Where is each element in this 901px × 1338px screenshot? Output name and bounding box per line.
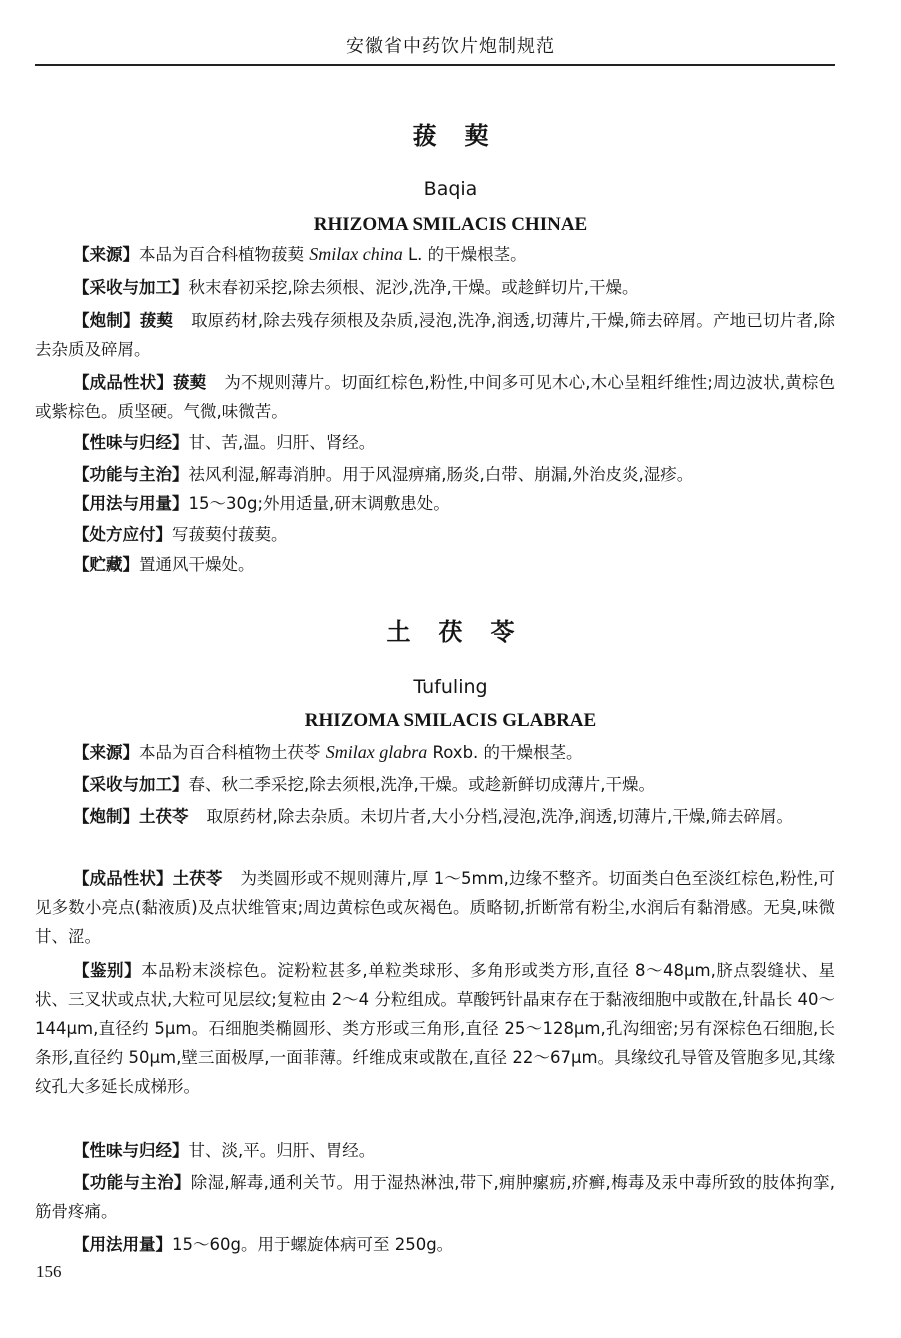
nature-paragraph: [35, 428, 835, 457]
harvest-paragraph: [35, 273, 835, 302]
source-paragraph: [35, 738, 835, 767]
herb-name: 菝葜: [139, 311, 174, 330]
section-text: 15～60g。用于螺旋体病可至 250g。: [172, 1235, 454, 1254]
section-text: 甘、苦,温。归肝、肾经。: [188, 433, 376, 452]
section-text: 除湿,解毒,通利关节。用于湿热淋浊,带下,痈肿瘰疬,疥癣,梅毒及汞中毒所致的肢体拘挛,筋骨疼痛。: [35, 1173, 836, 1221]
section-head: 【成品性状】: [73, 869, 173, 888]
entry-pinyin: Tufuling: [413, 676, 488, 698]
appearance-paragraph: [35, 368, 835, 426]
section-head: 【采收与加工】: [73, 278, 189, 297]
section-head: 【来源】: [73, 743, 139, 762]
section-head: 【用法用量】: [73, 1235, 172, 1254]
species-name: Smilax glabra: [325, 742, 428, 762]
section-head: 【来源】: [73, 245, 139, 264]
herb-name: 菝葜: [173, 373, 207, 392]
section-head: 【成品性状】: [73, 373, 174, 392]
section-text: 为类圆形或不规则薄片,厚 1～5mm,边缘不整齐。切面类白色至淡红棕色,粉性,可见多数小亮点(黏液质)及点状维管束;周边黄棕色或灰褐色。质略韧,折断常有粉尘,水润后有黏滑感。无臭,味微甘、涩。: [35, 869, 836, 946]
entry-title: 菝葜: [412, 122, 517, 150]
running-header: 安徽省中药饮片炮制规范: [346, 36, 555, 57]
section-head: 【采收与加工】: [73, 775, 189, 794]
section-text: 为不规则薄片。切面红棕色,粉性,中间多可见木心,木心呈粗纤维性;周边波状,黄棕色或紫棕色。质坚硬。气微,味微苦。: [35, 373, 835, 421]
prescription-paragraph: [35, 520, 835, 549]
section-text: 取原药材,除去残存须根及杂质,浸泡,洗净,润透,切薄片,干燥,筛去碎屑。产地已切片者,除去杂质及碎屑。: [35, 311, 836, 359]
section-text: 本品粉末淡棕色。淀粉粒甚多,单粒类球形、多角形或类方形,直径 8～48μm,脐点裂缝状、星状、三叉状或点状,大粒可见层纹;复粒由 2～4 分粒组成。草酸钙针晶束存在于黏液细胞中或散在,针晶长 40～144μm,直径约 5μm。石细胞类椭圆形、类方形或三角形,直径 25～128μm,孔沟细密;另有深棕色石细胞,长条形,直径约 50μm,壁三面极厚,一面菲薄。纤维成束或散在,直径 22～67μm。具缘纹孔导管及管胞多见,其缘纹孔大多延长成梯形。: [35, 961, 836, 1096]
nature-paragraph: [35, 1136, 835, 1165]
entry-latin-name: RHIZOMA SMILACIS CHINAE: [313, 214, 588, 235]
entry-pinyin: Baqia: [423, 178, 478, 200]
section-text: 15～30g;外用适量,研末调敷患处。: [188, 494, 450, 513]
process-paragraph: [35, 802, 835, 831]
herb-name: 土茯苓: [139, 807, 189, 826]
function-paragraph: [35, 1168, 835, 1226]
header-rule: [35, 64, 835, 66]
harvest-paragraph: [35, 770, 835, 799]
section-text: 置通风干燥处。: [139, 555, 255, 574]
entry-latin-name: RHIZOMA SMILACIS GLABRAE: [304, 710, 597, 731]
section-head: 【炮制】: [73, 311, 140, 330]
section-head: 【鉴别】: [73, 961, 142, 980]
usage-paragraph: [35, 1230, 835, 1259]
section-text: 写菝葜付菝葜。: [172, 525, 288, 544]
species-name: Smilax china: [309, 244, 403, 264]
section-head: 【用法与用量】: [73, 494, 189, 513]
usage-paragraph: [35, 489, 835, 518]
section-head: 【处方应付】: [73, 525, 172, 544]
identification-paragraph: [35, 956, 835, 1101]
storage-paragraph: [35, 550, 835, 579]
section-text: 本品为百合科植物土茯苓: [139, 743, 326, 762]
section-text: L. 的干燥根茎。: [402, 245, 527, 264]
section-head: 【功能与主治】: [73, 465, 189, 484]
section-text: 甘、淡,平。归肝、胃经。: [188, 1141, 376, 1160]
section-text: 祛风利湿,解毒消肿。用于风湿痹痛,肠炎,白带、崩漏,外治皮炎,湿疹。: [188, 465, 694, 484]
entry-title: 土茯苓: [386, 618, 543, 646]
section-head: 【贮藏】: [73, 555, 139, 574]
section-text: Roxb. 的干燥根茎。: [427, 743, 583, 762]
section-text: 取原药材,除去杂质。未切片者,大小分档,浸泡,洗净,润透,切薄片,干燥,筛去碎屑。: [206, 807, 793, 826]
section-head: 【炮制】: [73, 807, 139, 826]
section-text: 秋末春初采挖,除去须根、泥沙,洗净,干燥。或趁鲜切片,干燥。: [188, 278, 639, 297]
appearance-paragraph: [35, 864, 835, 951]
page-number: 156: [36, 1262, 62, 1281]
section-text: 本品为百合科植物菝葜: [139, 245, 310, 264]
function-paragraph: [35, 460, 835, 489]
source-paragraph: [35, 240, 835, 269]
section-text: 春、秋二季采挖,除去须根,洗净,干燥。或趁新鲜切成薄片,干燥。: [188, 775, 655, 794]
section-head: 【功能与主治】: [73, 1173, 191, 1192]
herb-name: 土茯苓: [172, 869, 223, 888]
section-head: 【性味与归经】: [73, 433, 189, 452]
process-paragraph: [35, 306, 835, 364]
section-head: 【性味与归经】: [73, 1141, 189, 1160]
